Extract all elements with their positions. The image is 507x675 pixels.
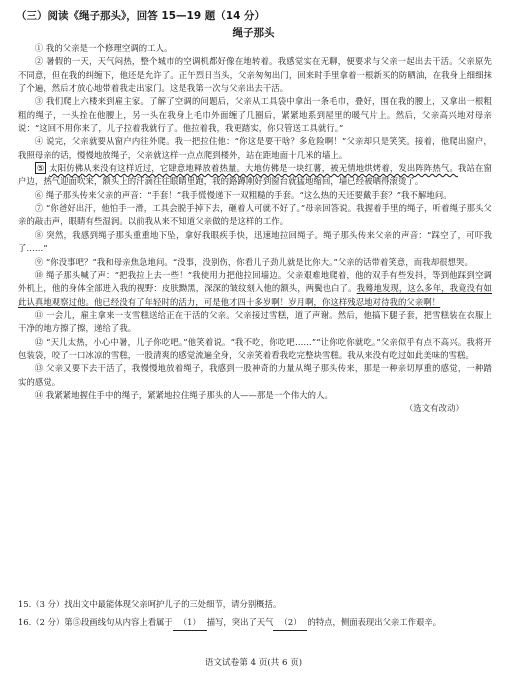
passage-title: 绳子那头: [232, 27, 275, 39]
paragraph-6: ⑥ 绳子那头传来父亲的声音：“手套！”我手慌慢递下一双粗糙的手套。“这么热的天还要戴手套？”我不解地问。: [34, 189, 452, 200]
paragraph-3: ③ 我们爬上六楼来到雇主家。了解了空调的问题后，父亲从工具袋中拿出一条毛巾，叠好，围在我的腰上，又拿出一根粗粗的绳子，一头拴在他腰上，另一头在我身上毛巾外面缠了几圈后，紧紧地系到屋里的暖气片上。然后，父亲高兴地对母亲说：“这回不用你来了，儿子拉着我就行了。他拉着我，我更踏实，你只管送工具就行。”: [18, 96, 492, 134]
paragraph-14: ⑭ 我紧紧地握住手中的绳子，紧紧地拉住绳子那头的人——那是一个伟大的人。: [34, 389, 333, 400]
page-footer: 语文试卷第 4 页(共 6 页): [204, 658, 303, 668]
paragraph-10-start: ⑩ 绳子那头喊了声：“把我拉上去一些！”我使用力把他拉回墙边。父亲艰难地爬着，他的双手有些发抖，等到他踩到空调外机上，他的身体全部进入我的视野：皮肤黝黑，深深的皱纹刻入他的额头，两鬓也白了。: [18, 269, 492, 294]
question-16-suffix: 的特点，侧面表现出父亲工作艰辛。: [307, 617, 441, 628]
passage-body: [18, 42, 492, 416]
paragraph-5: [18, 162, 492, 189]
paragraph-11: ⑪ 一会儿，雇主拿来一支雪糕送给正在干活的父亲。父亲接过雪糕，道了声谢。然后，他搞下腿子套，把雪糕装在衣服上干净的地方擦了擦，递给了我。: [18, 309, 492, 334]
question-16-middle: 描写，突出了天气: [206, 617, 274, 628]
question-16-blank-2: （2）: [273, 616, 307, 630]
section-heading: （三）阅读《绳子那头》，回答 15—19 题（14 分）: [16, 10, 266, 22]
paragraph-13: ⑬ 父亲又要下去干活了，我慢慢地放着绳子，我感到一股神奇的力量从绳子那头传来，那是一种亲切厚重的感觉，一种踏实的感觉。: [18, 363, 492, 387]
paragraph-7: ⑦ “你爸好出汗，他怕手一滑，工具会脱手掉下去，砸着人可就不好了。”母亲回答说。我握着手里的绳子，听着绳子那头父亲的敲击声，眼睛有些湿润。以前我从来不知道父亲做的是这样的工作。: [18, 203, 492, 227]
question-16-prefix: 16.（2 分）第⑤段画线句从内容上看属于: [18, 617, 173, 628]
paragraph-12: ⑫ “天儿太热，小心中暑，儿子你吃吧。”他笑着说。“我不吃，你吃吧……”“让你吃你就吃。”父亲似乎有点不高兴。我将开包装袋，咬了一口冰凉的雪糕，一股清爽的感觉流遍全身，父亲笑着看我吃完整块雪糕。我从来没有吃过如此美味的雪糕。: [18, 336, 492, 360]
paragraph-9: ⑨ “你没事吧？”我和母亲焦急地问。“没事，没别伤，你看儿子劲儿就是比你大。”父亲的话带着笑意，而我却很想哭。: [34, 256, 473, 267]
source-note: （选文有改动）: [404, 403, 464, 414]
paragraph-5-number: ⑤: [36, 163, 45, 174]
question-15: 15.（3 分）找出文中最能体现父亲呵护儿子的三处细节，请分别概括。: [18, 599, 282, 609]
paragraph-1: ① 我的父亲是一个修理空调的工人。: [34, 43, 173, 53]
paragraph-10-underlined-sentence: 我蓦地发现，这么多年，我竟没有如此认真地观察过他。他已经没有了年轻时的活力，可是他才四十多岁啊！岁月啊，你这样残忍地对待我的父亲啊！: [18, 283, 492, 307]
paragraph-8: ⑧ 突然，我感到绳子那头重重地下坠，拿好我眼疾手快，迅速地拉回绳子。绳子那头传来父亲的声音：“踩空了，可吓我了……”: [18, 229, 492, 254]
question-16: [18, 616, 492, 630]
paragraph-4: ④ 说完，父亲就要从窗户内往外爬。我一把拉住他：“你这是要干啥？多危险啊！”父亲却只是笑笑。接着，他爬出窗户，我照母亲的话，慢慢地放绳子，父亲就这样一点点爬到楼外，站在距地面十几米的墙上。: [18, 136, 492, 160]
question-16-blank-1: （1）: [173, 616, 207, 630]
paragraph-5-underlined-sentence: 太阳仿佛从来没有这样近过，它肆意地释放着热量。大地仿佛是一块红薯，被无情地烘烤着，发出阵阵热气。: [49, 163, 458, 174]
paragraph-10: [18, 269, 492, 309]
paragraph-2: ② 暑假的一天，天气闷热，整个城市的空调机都好像在地转着。我感觉实在无聊，便要求与父亲一起出去干活。父亲原先不同意，但在我的纠缠下，他还是允许了。正午烈日当头，父亲匆匆出门，回来时手里拿着一根新买的防晒油，在我身上细细抹了个遍，然后才放心地带着我走出家门。这是我第一次与父亲出去干活。: [18, 56, 492, 94]
questions: [18, 598, 492, 636]
paragraph-5-rest: 我站在窗户边，热气迎面吹来，额头上的汗滴往往眼睛里跑，我的路蹲刚好到窗台就猛地缩回，墙已经被晒得滚烫了。: [18, 163, 492, 187]
